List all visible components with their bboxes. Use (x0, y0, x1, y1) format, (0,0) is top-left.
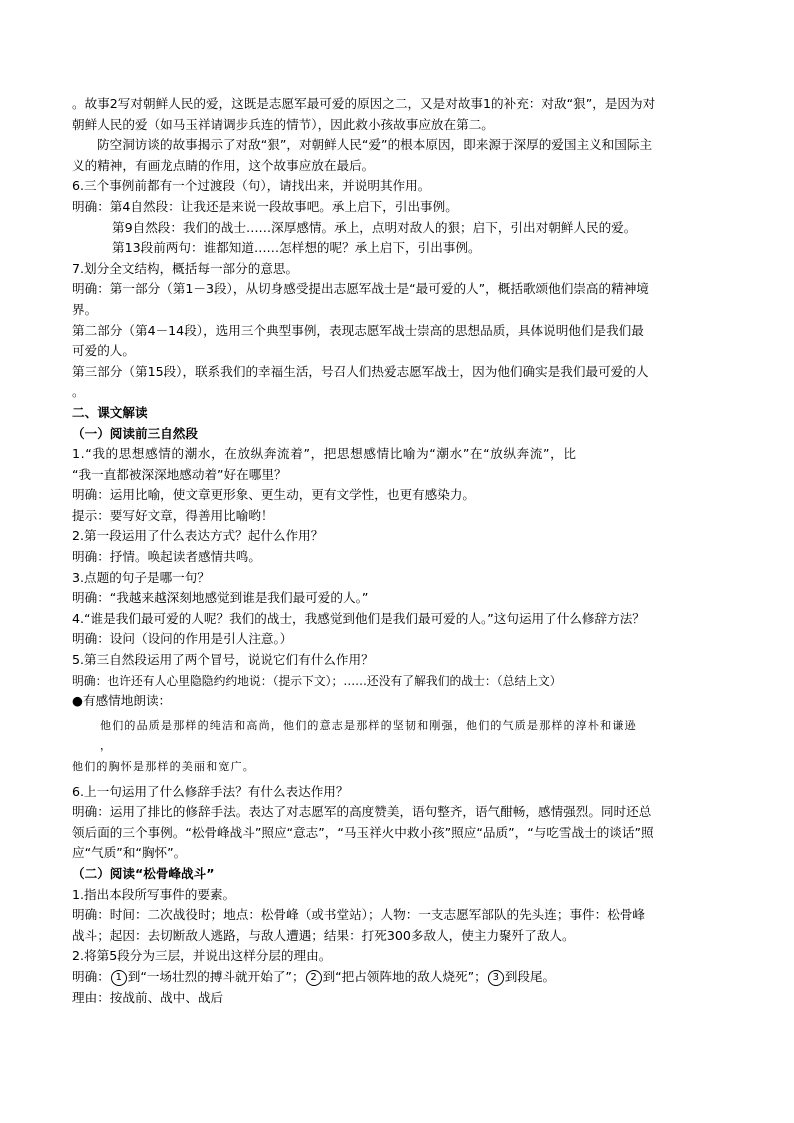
answer: 明确：运用了排比的修辞手法。表达了对志愿军的高度赞美，语句整齐，语气酣畅，感情强烈。同时还总 (72, 804, 652, 820)
reading-heading: ●有感情地朗读： (72, 693, 172, 709)
layer-text: 到“把占领阵地的敌人烧死”； (322, 968, 487, 984)
answer: 战斗；起因：去切断敌人逃路，与敌人遭遇；结果：打死300多敌人，使主力聚歼了敌人。 (72, 927, 575, 943)
question: 6.三个事例前都有一个过渡段（句），请找出来，并说明其作用。 (72, 178, 431, 194)
text-line: 义的精神，有画龙点睛的作用，这个故事应放在最后。 (72, 157, 375, 173)
answer: 明确：抒情。唤起读者感情共鸣。 (72, 549, 261, 565)
tip: 提示：要写好文章，得善用比喻哟！ (72, 507, 274, 523)
answer: 应“气质”和“胸怀”。 (72, 845, 187, 861)
question: “我一直都被深深地感动着”好在哪里？ (72, 466, 287, 482)
answer: 明确：运用比喻，使文章更形象、更生动，更有文学性，也更有感染力。 (72, 487, 475, 503)
quote-line: 他们的品质是那样的纯洁和高尚，他们的意志是那样的坚韧和刚强，他们的气质是那样的淳朴和谦逊 (100, 718, 637, 732)
question: 6.上一句运用了什么修辞手法？有什么表达作用？ (72, 783, 349, 799)
circled-number: 2 (306, 970, 322, 986)
document-page (72, 94, 732, 1008)
answer: 明确：设问（设问的作用是引人注意。） (72, 631, 293, 647)
layer-text: 到段尾。 (504, 968, 556, 984)
section-heading: 二、课文解读 (72, 404, 148, 420)
answer: 界。 (72, 301, 98, 317)
question: 1.“我的思想感情的潮水，在放纵奔流着”，把思想感情比喻为“潮水”在“放纵奔流”，比 (72, 446, 577, 462)
answer: 明确：时间：二次战役时；地点：松骨峰（或书堂站）；人物：一支志愿军部队的先头连；事件：松骨峰 (72, 907, 646, 923)
answer: 明确：“我越来越深刻地感觉到谁是我们最可爱的人。” (72, 590, 369, 606)
answer: 第9自然段：我们的战士……深厚感情。承上，点明对敌人的狠；启下，引出对朝鲜人民的爱。 (112, 219, 637, 235)
layer-text: 到“一场壮烈的搏斗就开始了”； (127, 968, 305, 984)
answer: 第13段前两句：谁都知道……怎样想的呢？承上启下，引出事例。 (112, 240, 481, 256)
question: 2.将第5段分为三层，并说出这样分层的理由。 (72, 948, 332, 964)
answer: 明确：也许还有人心里隐隐约约地说：（提示下文）；……还没有了解我们的战士：（总结上文） (72, 673, 562, 688)
subsection-heading: （一）阅读前三自然段 (72, 425, 198, 441)
question: 5.第三自然段运用了两个冒号，说说它们有什么作用？ (72, 652, 374, 668)
text-line: 朝鲜人民的爱（如马玉祥请调步兵连的情节），因此救小孩故事应放在第二。 (72, 116, 494, 132)
question: 3.点题的句子是哪一句？ (72, 569, 210, 585)
answer: 第三部分（第15段），联系我们的幸福生活，号召人们热爱志愿军战士，因为他们确实是我们最可爱的人 (72, 363, 649, 379)
quote-line: 他们的胸怀是那样的美丽和宽广。 (72, 760, 255, 773)
answer-label: 明确： (72, 968, 110, 984)
answer: 。 (72, 384, 85, 400)
question: 7.划分全文结构，概括每一部分的意思。 (72, 260, 299, 276)
answer: 明确：第一部分（第1－3段），从切身感受提出志愿军战士是“最可爱的人”，概括歌颂他们崇高的精神境 (72, 281, 649, 297)
answer-layers (72, 967, 732, 988)
answer: 可爱的人。 (72, 343, 135, 359)
answer: 领后面的三个事例。“松骨峰战斗”照应“意志”，“马玉祥火中救小孩”照应“品质”，“与吃雪战士的谈话”照 (72, 824, 654, 840)
circled-number: 3 (488, 970, 504, 986)
question: 4.“谁是我们最可爱的人呢？我们的战士，我感觉到他们是我们最可爱的人。”这句运用了什么修辞方法？ (72, 610, 645, 626)
question: 2.第一段运用了什么表达方式？起什么作用？ (72, 528, 324, 544)
answer: 理由：按战前、战中、战后 (72, 989, 224, 1005)
subsection-heading: （二）阅读“松骨峰战斗” (72, 865, 215, 881)
circled-number: 1 (111, 970, 127, 986)
answer: 第二部分（第4－14段），选用三个典型事例，表现志愿军战士崇高的思想品质，具体说明他们是我们最 (72, 322, 644, 338)
text-line: 防空洞访谈的故事揭示了对敌“狠”，对朝鲜人民“爱”的根本原因，即来源于深厚的爱国主义和国际主 (97, 137, 653, 153)
answer: 明确：第4自然段：让我还是来说一段故事吧。承上启下，引出事例。 (72, 198, 458, 214)
quote-line: ， (100, 739, 113, 753)
text-line: 。故事2写对朝鲜人民的爱，这既是志愿军最可爱的原因之二，又是对故事1的补充：对敌“狠”，是因为对 (72, 96, 656, 111)
question: 1.指出本段所写事件的要素。 (72, 886, 236, 902)
